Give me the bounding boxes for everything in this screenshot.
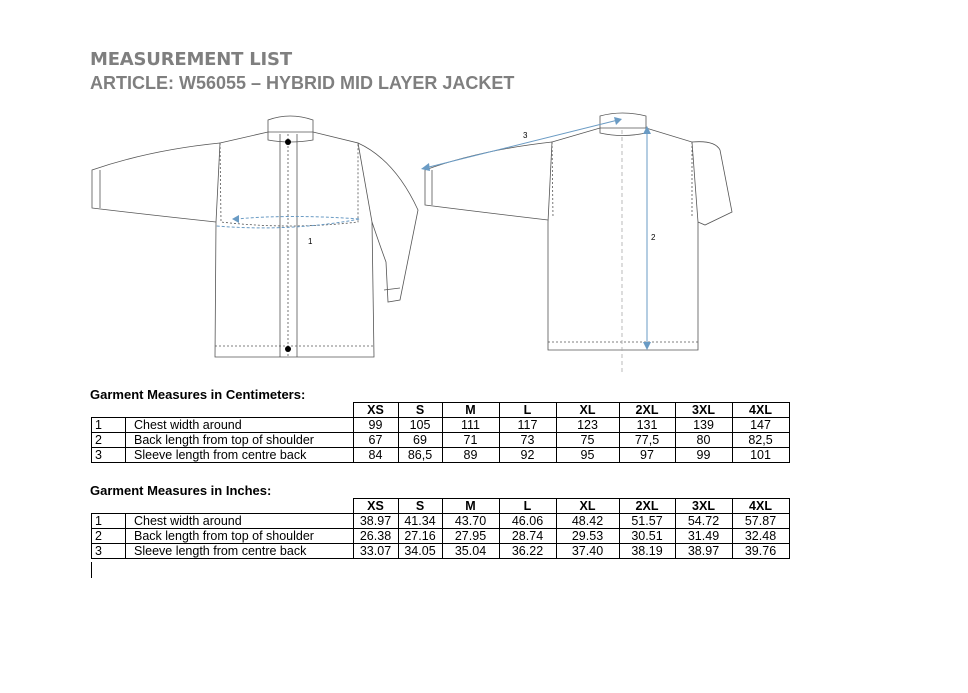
measure-label-2: 2 — [651, 233, 656, 242]
cell-value: 82,5 — [732, 433, 789, 448]
jacket-front-view — [92, 116, 418, 357]
cell-value: 89 — [442, 448, 499, 463]
cell-value: 30.51 — [619, 529, 675, 544]
cell-value: 38.97 — [353, 514, 398, 529]
cell-value: 28.74 — [499, 529, 556, 544]
cell-value: 32.48 — [732, 529, 789, 544]
cell-value: 36.22 — [499, 544, 556, 559]
cell-value: 99 — [353, 418, 398, 433]
size-2xl: 2XL — [619, 403, 675, 418]
document-title: MEASUREMENT LIST — [90, 49, 292, 70]
cell-value: 92 — [499, 448, 556, 463]
cell-value: 43.70 — [442, 514, 499, 529]
cell-value: 80 — [675, 433, 732, 448]
cell-value: 117 — [499, 418, 556, 433]
size-xl: XL — [556, 403, 619, 418]
cell-value: 38.19 — [619, 544, 675, 559]
size-4xl: 4XL — [732, 403, 789, 418]
button-top-icon — [285, 139, 291, 145]
measure-arrow-1 — [232, 215, 239, 223]
cell-value: 67 — [353, 433, 398, 448]
row-label: Sleeve length from centre back — [126, 544, 354, 559]
cell-value: 99 — [675, 448, 732, 463]
cell-value: 26.38 — [353, 529, 398, 544]
cell-value: 105 — [398, 418, 442, 433]
size-s: S — [398, 403, 442, 418]
cell-value: 77,5 — [619, 433, 675, 448]
measure-arrow-3-left — [421, 163, 430, 171]
measure-arrow-2-top — [643, 126, 651, 134]
row-label: Chest width around — [126, 514, 354, 529]
table-row — [92, 544, 790, 559]
size-l: L — [499, 499, 556, 514]
table-row — [92, 529, 790, 544]
cell-value: 37.40 — [556, 544, 619, 559]
cm-measurement-table — [91, 402, 790, 463]
cell-value: 33.07 — [353, 544, 398, 559]
size-m: M — [442, 499, 499, 514]
cell-value: 84 — [353, 448, 398, 463]
size-header-row — [92, 499, 790, 514]
cell-value: 48.42 — [556, 514, 619, 529]
inch-measurement-table — [91, 498, 790, 559]
cell-value: 69 — [398, 433, 442, 448]
button-bottom-icon — [285, 346, 291, 352]
row-number: 3 — [92, 544, 126, 559]
cell-value: 86,5 — [398, 448, 442, 463]
row-label: Back length from top of shoulder — [126, 433, 354, 448]
size-l: L — [499, 403, 556, 418]
size-m: M — [442, 403, 499, 418]
size-header-row — [92, 403, 790, 418]
measure-arrow-3-right — [614, 117, 622, 125]
cell-value: 41.34 — [398, 514, 442, 529]
table-row — [92, 418, 790, 433]
row-label: Back length from top of shoulder — [126, 529, 354, 544]
cm-table-title: Garment Measures in Centimeters: — [90, 387, 306, 402]
row-number: 1 — [92, 418, 126, 433]
cell-value: 31.49 — [675, 529, 732, 544]
row-number: 2 — [92, 433, 126, 448]
cell-value: 57.87 — [732, 514, 789, 529]
cell-value: 75 — [556, 433, 619, 448]
row-number: 2 — [92, 529, 126, 544]
cell-value: 38.97 — [675, 544, 732, 559]
measure-label-3: 3 — [523, 131, 528, 140]
size-2xl: 2XL — [619, 499, 675, 514]
table-row — [92, 433, 790, 448]
cell-value: 111 — [442, 418, 499, 433]
measure-label-1: 1 — [308, 237, 313, 246]
text-cursor[interactable] — [91, 562, 92, 578]
cell-value: 29.53 — [556, 529, 619, 544]
cell-value: 147 — [732, 418, 789, 433]
cell-value: 27.16 — [398, 529, 442, 544]
cell-value: 39.76 — [732, 544, 789, 559]
jacket-back-view — [425, 113, 732, 372]
cell-value: 73 — [499, 433, 556, 448]
cell-value: 95 — [556, 448, 619, 463]
size-xs: XS — [353, 499, 398, 514]
cell-value: 27.95 — [442, 529, 499, 544]
inch-table-title: Garment Measures in Inches: — [90, 483, 272, 498]
cell-value: 131 — [619, 418, 675, 433]
cell-value: 101 — [732, 448, 789, 463]
size-s: S — [398, 499, 442, 514]
row-label: Sleeve length from centre back — [126, 448, 354, 463]
size-4xl: 4XL — [732, 499, 789, 514]
row-number: 1 — [92, 514, 126, 529]
cell-value: 54.72 — [675, 514, 732, 529]
measure-line-3 — [425, 120, 618, 168]
cell-value: 35.04 — [442, 544, 499, 559]
row-label: Chest width around — [126, 418, 354, 433]
cell-value: 139 — [675, 418, 732, 433]
size-3xl: 3XL — [675, 403, 732, 418]
table-row — [92, 514, 790, 529]
cell-value: 123 — [556, 418, 619, 433]
cell-value: 51.57 — [619, 514, 675, 529]
article-title: ARTICLE: W56055 – HYBRID MID LAYER JACKET — [90, 73, 515, 93]
cell-value: 34.05 — [398, 544, 442, 559]
size-3xl: 3XL — [675, 499, 732, 514]
table-row — [92, 448, 790, 463]
cell-value: 71 — [442, 433, 499, 448]
row-number: 3 — [92, 448, 126, 463]
size-xl: XL — [556, 499, 619, 514]
size-xs: XS — [353, 403, 398, 418]
measure-arrow-2-bottom — [643, 342, 651, 350]
cell-value: 46.06 — [499, 514, 556, 529]
cell-value: 97 — [619, 448, 675, 463]
